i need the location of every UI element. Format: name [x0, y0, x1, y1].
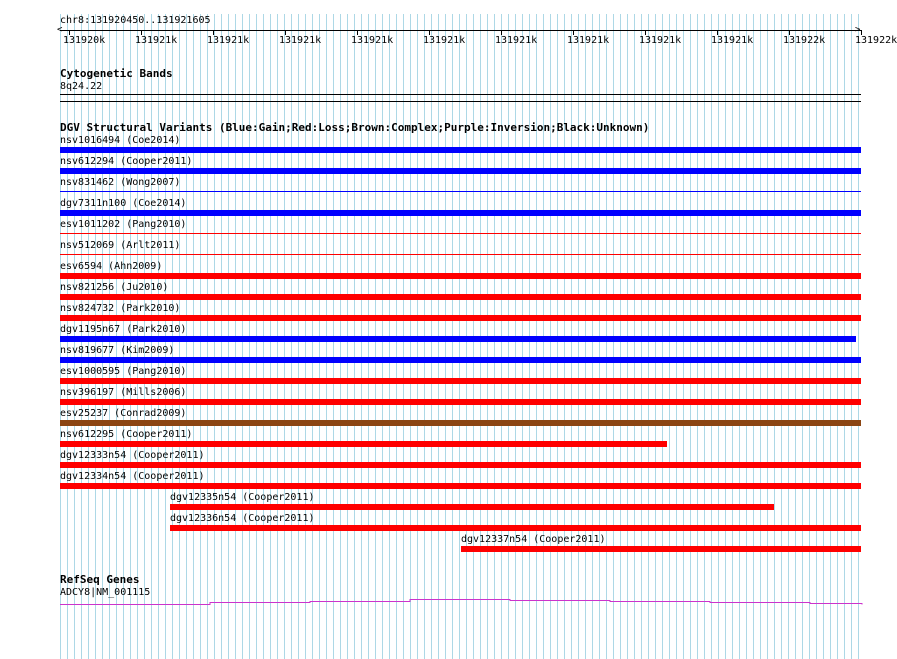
dgv-variant-label[interactable]: dgv12335n54 (Cooper2011)	[170, 492, 315, 503]
ruler-range-label: chr8:131920450..131921605	[60, 15, 211, 26]
ruler-tick-label: 131921k	[135, 35, 178, 46]
cytoband-label[interactable]: 8q24.22	[60, 81, 103, 92]
ruler-tick-label: 131920k	[63, 35, 106, 46]
cytoband-track-title: Cytogenetic Bands	[60, 67, 173, 80]
refseq-track-title: RefSeq Genes	[60, 573, 140, 586]
dgv-variant-label[interactable]: nsv824732 (Park2010)	[60, 303, 181, 314]
ruler-right-arrow-icon: >	[855, 25, 861, 35]
ruler-tick-label: 131922k	[855, 35, 897, 46]
dgv-variant-label[interactable]: esv25237 (Conrad2009)	[60, 408, 187, 419]
dgv-variant-bar[interactable]	[170, 525, 861, 531]
dgv-variant-bar[interactable]	[60, 399, 861, 405]
dgv-variant-label[interactable]: nsv819677 (Kim2009)	[60, 345, 175, 356]
ruler-left-arrow-icon: <	[57, 25, 63, 35]
dgv-variant-label[interactable]: nsv831462 (Wong2007)	[60, 177, 181, 188]
dgv-variant-label[interactable]: nsv821256 (Ju2010)	[60, 282, 169, 293]
dgv-variant-label[interactable]: dgv12333n54 (Cooper2011)	[60, 450, 205, 461]
cytoband-line-bottom	[60, 101, 861, 102]
dgv-variant-label[interactable]: dgv12334n54 (Cooper2011)	[60, 471, 205, 482]
dgv-variant-label[interactable]: esv6594 (Ahn2009)	[60, 261, 163, 272]
dgv-variant-label[interactable]: nsv512069 (Arlt2011)	[60, 240, 181, 251]
dgv-variant-bar[interactable]	[60, 210, 861, 216]
dgv-variant-bar[interactable]	[60, 336, 856, 342]
ruler-tick-label: 131921k	[495, 35, 538, 46]
dgv-variant-bar[interactable]	[60, 462, 861, 468]
refseq-gene-feature[interactable]	[0, 590, 890, 610]
dgv-variant-bar[interactable]	[60, 294, 861, 300]
ruler-tick-label: 131921k	[639, 35, 682, 46]
dgv-variant-bar[interactable]	[60, 357, 861, 363]
dgv-variant-bar[interactable]	[60, 233, 861, 234]
dgv-variant-bar[interactable]	[461, 546, 861, 552]
cytoband-line-top	[60, 94, 861, 95]
dgv-variant-label[interactable]: dgv12336n54 (Cooper2011)	[170, 513, 315, 524]
ruler-tick-label: 131922k	[783, 35, 826, 46]
dgv-variant-bar[interactable]	[60, 420, 861, 426]
dgv-variant-label[interactable]: esv1011202 (Pang2010)	[60, 219, 187, 230]
dgv-variant-label[interactable]: dgv12337n54 (Cooper2011)	[461, 534, 606, 545]
dgv-variant-bar[interactable]	[60, 191, 861, 192]
dgv-variant-label[interactable]: nsv612295 (Cooper2011)	[60, 429, 193, 440]
ruler-tick-label: 131921k	[423, 35, 466, 46]
ruler-tick-label: 131921k	[279, 35, 322, 46]
refseq-gene-label[interactable]: ADCY8|NM_001115	[60, 587, 151, 598]
dgv-variant-bar[interactable]	[60, 378, 861, 384]
ruler-axis	[60, 30, 861, 31]
dgv-variant-label[interactable]: nsv1016494 (Coe2014)	[60, 135, 181, 146]
refseq-gene-line[interactable]	[60, 600, 862, 605]
dgv-variant-label[interactable]: nsv396197 (Mills2006)	[60, 387, 187, 398]
dgv-variant-bar[interactable]	[60, 168, 861, 174]
dgv-variant-label[interactable]: dgv7311n100 (Coe2014)	[60, 198, 187, 209]
ruler-tick-label: 131921k	[351, 35, 394, 46]
dgv-variant-label[interactable]: nsv612294 (Cooper2011)	[60, 156, 193, 167]
dgv-variant-bar[interactable]	[60, 441, 667, 447]
dgv-variant-bar[interactable]	[60, 147, 861, 153]
ruler-tick-label: 131921k	[711, 35, 754, 46]
dgv-variant-label[interactable]: dgv1195n67 (Park2010)	[60, 324, 187, 335]
dgv-variant-bar[interactable]	[170, 504, 774, 510]
dgv-variant-bar[interactable]	[60, 315, 861, 321]
ruler-tick-label: 131921k	[207, 35, 250, 46]
ruler-tick-label: 131921k	[567, 35, 610, 46]
dgv-track-title: DGV Structural Variants (Blue:Gain;Red:Loss;Brown:Complex;Purple:Inversion;Black:Unknown)	[60, 121, 650, 134]
dgv-variant-bar[interactable]	[60, 273, 861, 279]
dgv-variant-bar[interactable]	[60, 254, 861, 255]
dgv-variant-label[interactable]: esv1000595 (Pang2010)	[60, 366, 187, 377]
dgv-variant-bar[interactable]	[60, 483, 861, 489]
